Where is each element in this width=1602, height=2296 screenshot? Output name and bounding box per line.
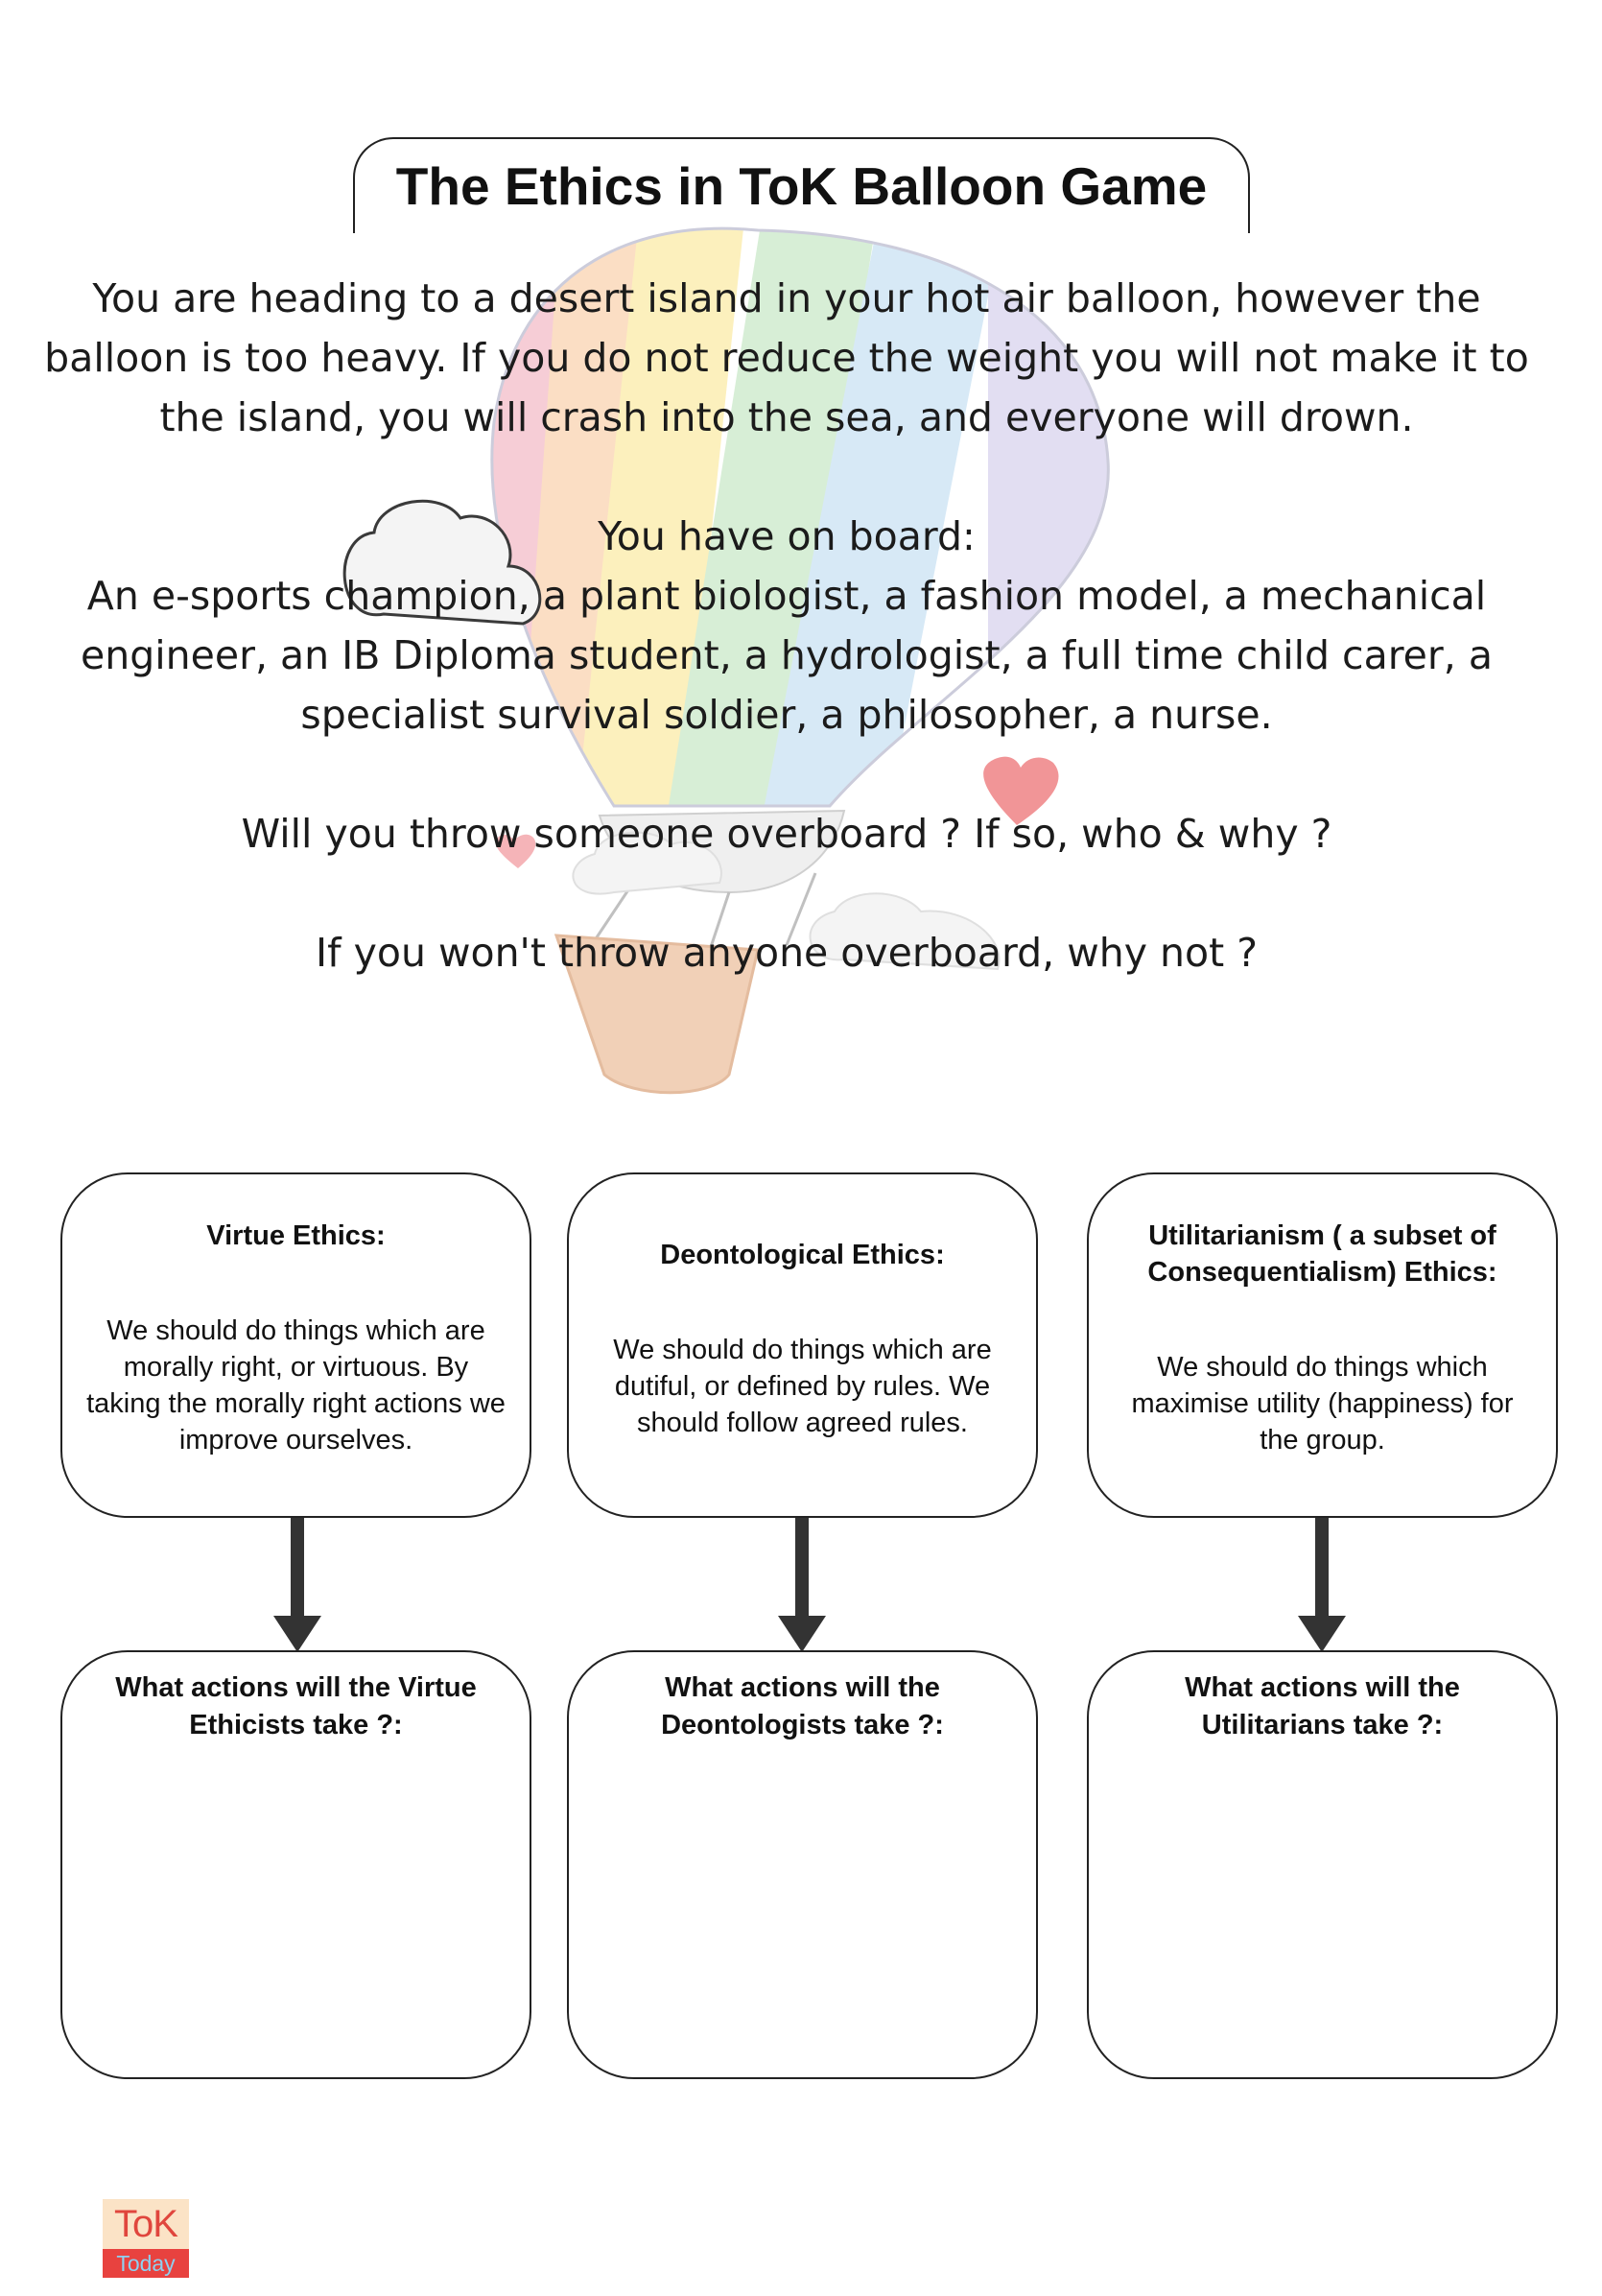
arrows xyxy=(0,1518,1602,1657)
logo-top-text: ToK xyxy=(103,2199,189,2249)
virtue-ethics-box xyxy=(60,1172,531,1518)
virtue-answer-prompt: What actions will the Virtue Ethicists take ?: xyxy=(115,1672,477,1740)
question-why-not: If you won't throw anyone overboard, why not ? xyxy=(316,930,1258,976)
title-tab xyxy=(353,137,1250,233)
virtue-ethics-description: We should do things which are morally right, or virtuous. By taking the morally right actions we improve ourselves. xyxy=(86,1315,506,1456)
logo-bottom-text: Today xyxy=(103,2249,189,2278)
down-arrow-icon xyxy=(1298,1518,1346,1652)
question-throw-overboard: Will you throw someone overboard ? If so, who & why ? xyxy=(241,811,1332,857)
virtue-ethics-title: Virtue Ethics: xyxy=(206,1220,386,1251)
deontological-ethics-title: Deontological Ethics: xyxy=(660,1240,945,1270)
deontology-answer-box[interactable] xyxy=(567,1650,1038,2079)
utilitarianism-box xyxy=(1087,1172,1558,1518)
utilitarian-answer-prompt: What actions will the Utilitarians take ?: xyxy=(1185,1672,1460,1740)
story-text xyxy=(38,269,1535,982)
utilitarian-answer-box[interactable] xyxy=(1087,1650,1558,2079)
story-intro: You are heading to a desert island in your hot air balloon, however the balloon is too heavy. If you do not reduce the weight you will not make it to the island, you will crash into the sea, and everyone will drown. xyxy=(44,275,1529,440)
utilitarianism-title: Utilitarianism ( a subset of Consequentialism) Ethics: xyxy=(1147,1220,1497,1288)
down-arrow-icon xyxy=(273,1518,321,1652)
virtue-answer-box[interactable] xyxy=(60,1650,531,2079)
deontological-ethics-description: We should do things which are dutiful, or defined by rules. We should follow agreed rules. xyxy=(613,1335,992,1438)
onboard-heading: You have on board: xyxy=(598,513,976,559)
tok-today-logo xyxy=(103,2199,189,2278)
deontological-ethics-box xyxy=(567,1172,1038,1518)
utilitarianism-description: We should do things which maximise utility (happiness) for the group. xyxy=(1131,1352,1514,1456)
down-arrow-icon xyxy=(778,1518,826,1652)
page-title: The Ethics in ToK Balloon Game xyxy=(395,156,1208,216)
deontology-answer-prompt: What actions will the Deontologists take ?: xyxy=(661,1672,944,1740)
onboard-list: An e-sports champion, a plant biologist, a fashion model, a mechanical engineer, an IB Diploma student, a hydrologist, a full time child carer, a specialist survival soldier, a philosopher, a nurse. xyxy=(81,573,1493,738)
